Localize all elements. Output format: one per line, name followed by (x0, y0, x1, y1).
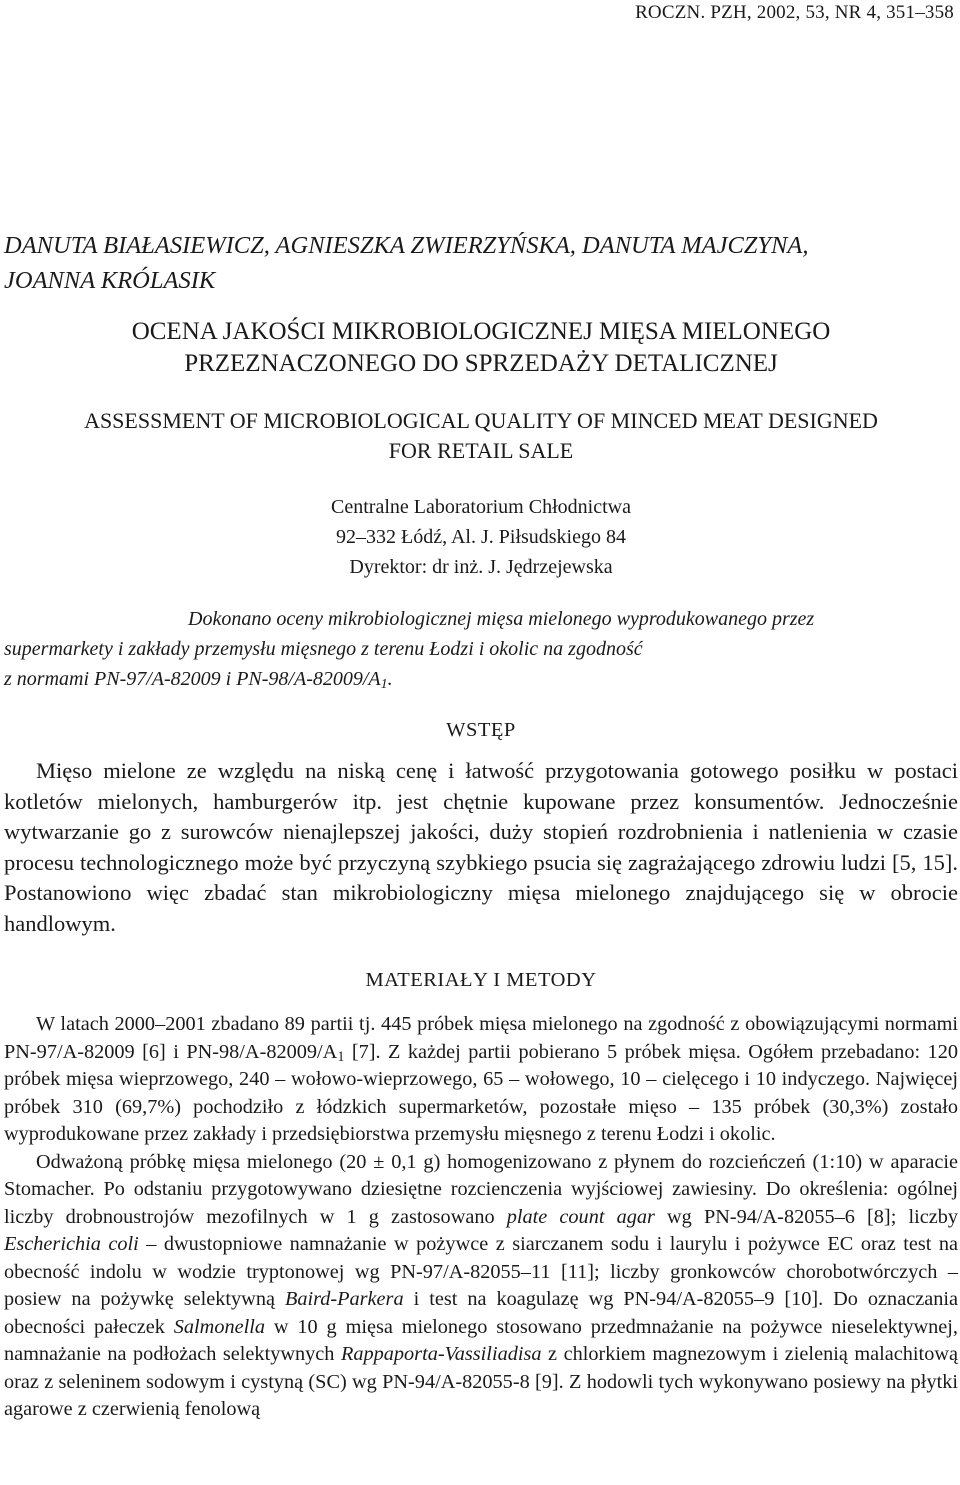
title-english (4, 406, 958, 466)
title-english-line-1: ASSESSMENT OF MICROBIOLOGICAL QUALITY OF MINCED MEAT DESIGNED (84, 408, 878, 433)
authors-line-2: JOANNA KRÓLASIK (4, 267, 216, 294)
affiliation (4, 492, 958, 582)
methods-paragraph-1: W latach 2000–2001 zbadano 89 partii tj. 445 próbek mięsa mielonego na zgodność z obowiązującymi normami PN-97/A-82009 [6] i $PN-98/A-82009/A_1$ [7]. Z każdej partii pobierano 5 próbek mięsa. Ogółem przebadano: 120 próbek mięsa wieprzowego, 240 – wołowo-wieprzowego, 65 – wołowego, 10 – cielęcego i 10 indyczego. Najwięcej próbek 310 (69,7%) pochodziło z łódzkich supermarketów, pozostałe mięso – 135 próbek (30,3%) zostało wyprodukowane przez zakłady i przedsiębiorstwa przemysłu mięsnego z terenu Łodzi i okolic. (4, 1013, 958, 1145)
affiliation-line-2: 92–332 Łódź, Al. J. Piłsudskiego 84 (335, 526, 626, 548)
title-polish-line-1: OCENA JAKOŚCI MIKROBIOLOGICZNEJ MIĘSA MIELONEGO (131, 318, 831, 345)
affiliation-line-3: Dyrektor: dr inż. J. Jędrzejewska (349, 556, 613, 578)
intro-paragraph-text: Mięso mielone ze względu na niską cenę i łatwość przygotowania gotowego posiłku w postaci kotletów mielonych, hamburgerów itp. jest chętnie kupowane przez konsumentów. Jednocześnie wytwarzanie go z surowców nienajlepszej jakości, duży stopień rozdrobnienia i natlenienia w czasie procesu technologicznego może być przyczyną szybkiego psucia się zagrażającego zdrowiu ludzi [5, 15]. Postanowiono więc zbadać stan mikrobiologiczny mięsa mielonego znajdującego się w obrocie handlowym. (4, 758, 958, 936)
abstract (4, 604, 958, 694)
abstract-line-1: Dokonano oceny mikrobiologicznej mięsa mielonego wyprodukowanego przez (188, 608, 815, 630)
methods-body (4, 1011, 958, 1424)
journal-reference: ROCZN. PZH, 2002, 53, NR 4, 351–358 (635, 2, 954, 23)
authors (4, 228, 958, 298)
title-english-line-2: FOR RETAIL SALE (388, 438, 574, 463)
title-polish-line-2: PRZEZNACZONEGO DO SPRZEDAŻY DETALICZNEJ (184, 350, 778, 377)
authors-line-1: DANUTA BIAŁASIEWICZ, AGNIESZKA ZWIERZYŃSKA, DANUTA MAJCZYNA, (4, 232, 809, 259)
methods-paragraph-2: Odważoną próbkę mięsa mielonego (20 ± 0,1 g) homogenizowano z płynem do rozcieńczeń (1:10) w aparacie Stomacher. Po odstaniu przygotowywano dziesiętne rozcienczenia wyjściowej zawiesiny. Do określenia: ogólnej liczby drobnoustrojów mezofilnych w 1 g zastosowano plate count agar wg PN-94/A-82055–6 [8]; liczby Escherichia coli – dwustopniowe namnażanie w pożywce z siarczanem sodu i laurylu i pożywce EC oraz test na obecność indolu w wodzie tryptonowej wg PN-97/A-82055–11 [11]; liczby gronkowców chorobotwórczych – posiew na pożywkę selektywną Baird-Parkera i test na koagulazę wg PN-94/A-82055–9 [10]. Do oznaczania obecności pałeczek Salmonella w 10 g mięsa mielonego stosowano przedmnażanie na pożywce nieselektywnej, namnażanie na podłożach selektywnych Rappaporta-Vassiliadisa z chlorkiem magnezowym i zielenią malachitową oraz z seleninem sodowym i cystyną (SC) wg PN-94/A-82055-8 [9]. Z hodowli tych wykonywano posiewy na płytki agarowe z czerwienią fenolową (4, 1150, 959, 1420)
abstract-line-3: z normami PN-97/A-82009 i $PN-98/A-82009/A_1$. (4, 668, 393, 692)
abstract-line-2: supermarkety i zakłady przemysłu mięsnego z terenu Łodzi i okolic na zgodność (4, 638, 643, 660)
intro-paragraph (4, 756, 958, 939)
title-polish (4, 316, 958, 380)
section-heading-intro: WSTĘP (446, 719, 516, 741)
section-heading-methods: MATERIAŁY I METODY (365, 969, 597, 991)
affiliation-line-1: Centralne Laboratorium Chłodnictwa (331, 496, 631, 518)
